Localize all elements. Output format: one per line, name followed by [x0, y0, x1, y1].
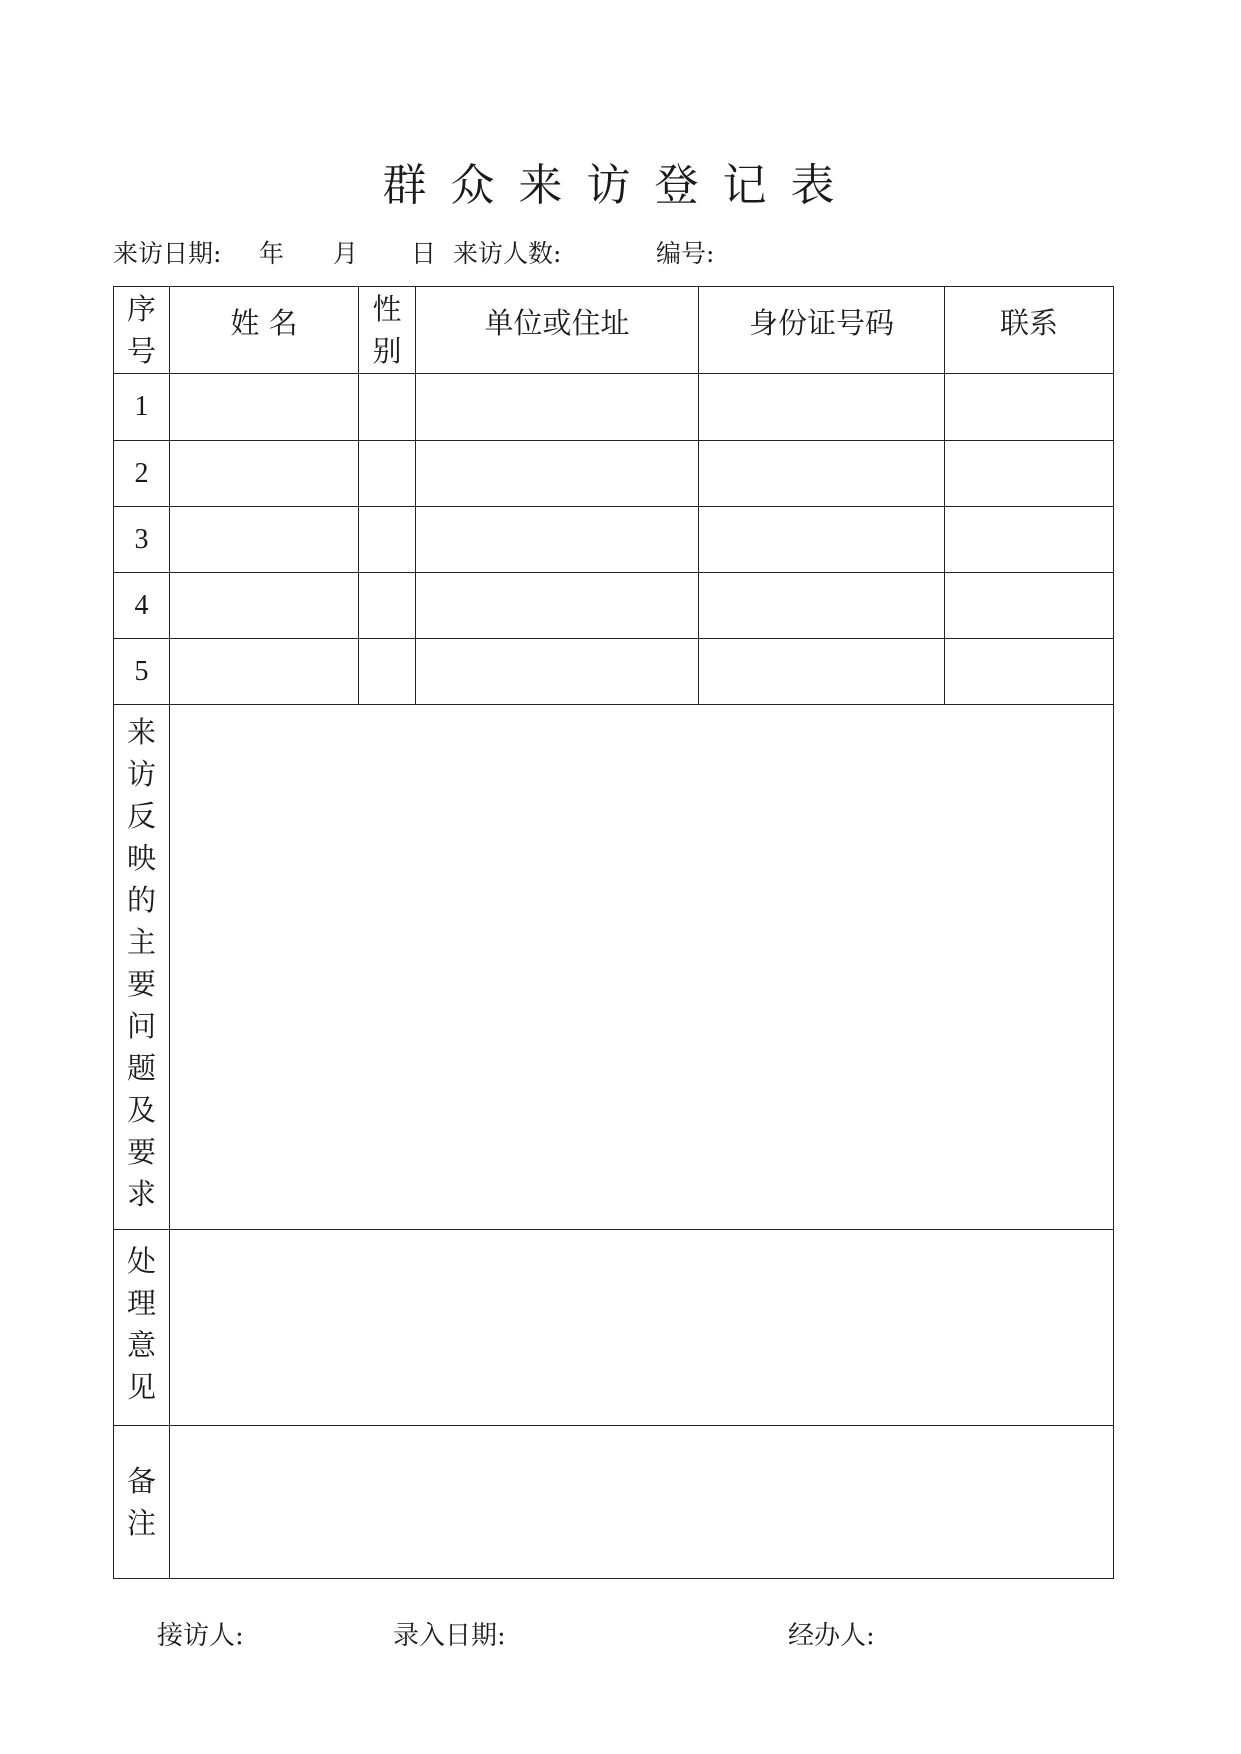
remarks-section: [114, 1426, 1114, 1579]
entry-date-label: 录入日期:: [393, 1621, 506, 1651]
id-number-cell[interactable]: [699, 573, 945, 639]
table-row: [114, 374, 1114, 441]
column-header-address: 单位或住址: [416, 287, 699, 374]
table-row: [114, 507, 1114, 573]
month-label: 月: [333, 239, 359, 268]
id-number-cell[interactable]: [699, 639, 945, 705]
name-cell[interactable]: [170, 639, 359, 705]
gender-cell[interactable]: [359, 573, 416, 639]
visit-date-label: 来访日期:: [113, 239, 222, 268]
row-number: 3: [114, 507, 170, 573]
address-cell[interactable]: [416, 374, 699, 441]
contact-cell[interactable]: [945, 639, 1114, 705]
remarks-area[interactable]: [170, 1426, 1114, 1579]
column-header-name: 姓 名: [170, 287, 359, 374]
year-label: 年: [259, 239, 285, 268]
form-title: 群众来访登记表: [382, 160, 859, 211]
name-cell[interactable]: [170, 573, 359, 639]
name-cell[interactable]: [170, 507, 359, 573]
handler-label: 经办人:: [788, 1621, 875, 1651]
receiver-label: 接访人:: [157, 1621, 244, 1651]
header-row: [114, 287, 1114, 374]
row-number: 4: [114, 573, 170, 639]
issues-label: 来访反映的主要问题及要求: [114, 705, 170, 1230]
contact-cell[interactable]: [945, 374, 1114, 441]
visit-register-table: [113, 286, 1114, 1579]
column-header-id-number: 身份证号码: [699, 287, 945, 374]
contact-cell[interactable]: [945, 573, 1114, 639]
table-row: [114, 573, 1114, 639]
name-cell[interactable]: [170, 374, 359, 441]
handling-opinion-area[interactable]: [170, 1230, 1114, 1426]
gender-cell[interactable]: [359, 374, 416, 441]
id-number-cell[interactable]: [699, 507, 945, 573]
issues-section: [114, 705, 1114, 1230]
id-number-cell[interactable]: [699, 441, 945, 507]
column-header-gender: 性别: [359, 287, 416, 374]
column-header-serial: 序号: [114, 287, 170, 374]
row-number: 1: [114, 374, 170, 441]
table-row: [114, 639, 1114, 705]
column-header-contact: 联系: [945, 287, 1114, 374]
serial-number-label: 编号:: [656, 239, 715, 268]
gender-cell[interactable]: [359, 441, 416, 507]
issues-content-area[interactable]: [170, 705, 1114, 1230]
address-cell[interactable]: [416, 639, 699, 705]
gender-cell[interactable]: [359, 639, 416, 705]
gender-cell[interactable]: [359, 507, 416, 573]
row-number: 5: [114, 639, 170, 705]
id-number-cell[interactable]: [699, 374, 945, 441]
contact-cell[interactable]: [945, 507, 1114, 573]
name-cell[interactable]: [170, 441, 359, 507]
remarks-label: 备注: [114, 1426, 170, 1579]
visitor-count-label: 来访人数:: [453, 239, 562, 268]
handling-section: [114, 1230, 1114, 1426]
row-number: 2: [114, 441, 170, 507]
contact-cell[interactable]: [945, 441, 1114, 507]
address-cell[interactable]: [416, 441, 699, 507]
day-label: 日: [411, 239, 437, 268]
address-cell[interactable]: [416, 507, 699, 573]
table-row: [114, 441, 1114, 507]
address-cell[interactable]: [416, 573, 699, 639]
handling-opinion-label: 处理意见: [114, 1230, 170, 1426]
